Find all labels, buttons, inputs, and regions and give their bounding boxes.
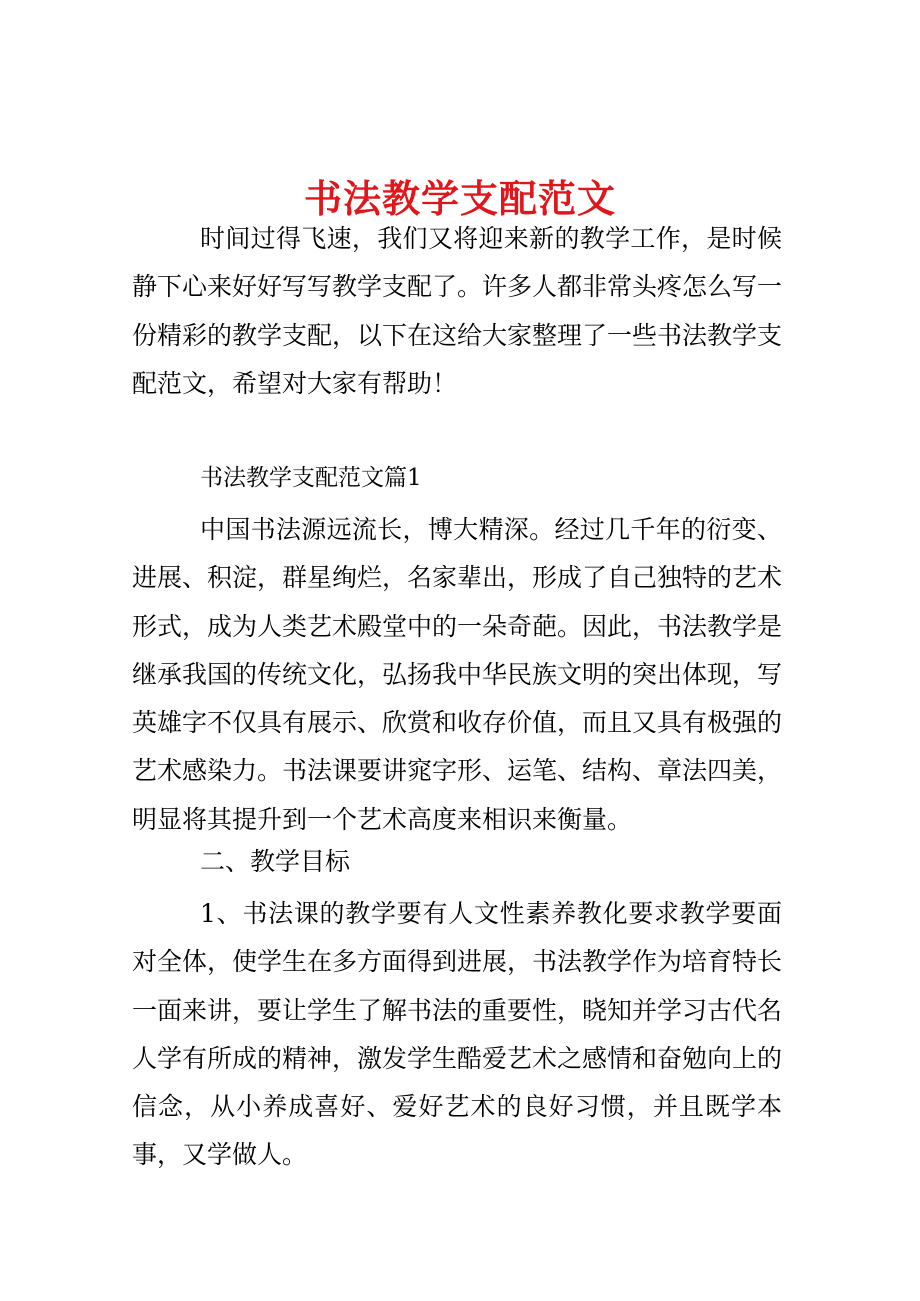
goal-paragraph-1: 1、书法课的教学要有人文性素养教化要求教学要面对全体，使学生在多方面得到进展，书法教学作为培育特长一面来讲，要让学生了解书法的重要性，晓知并学习古代名人学有所成的精神，激发学生酷爱艺术之感情和奋勉向上的信念，从小养成喜好、爱好艺术的良好习惯，并且既学本事，又学做人。: [132, 899, 783, 1170]
intro-paragraph: 时间过得飞速，我们又将迎来新的教学工作，是时候静下心来好好写写教学支配了。许多人都非常头疼怎么写一份精彩的教学支配，以下在这给大家整理了一些书法教学支配范文，希望对大家有帮助！: [132, 224, 783, 398]
document-title: 书法教学支配范文: [303, 176, 616, 222]
section1-heading: 书法教学支配范文篇1: [200, 465, 422, 491]
goal-heading: 二、教学目标: [200, 847, 351, 876]
section1-paragraph: 中国书法源远流长，博大精深。经过几千年的衍变、进展、积淀，群星绚烂，名家辈出，形成了自己独特的艺术形式，成为人类艺术殿堂中的一朵奇葩。因此，书法教学是继承我国的传统文化，弘扬我中华民族文明的突出体现，写英雄字不仅具有展示、欣赏和收存价值，而且又具有极强的艺术感染力。书法课要讲窕字形、运笔、结构、章法四美，明显将其提升到一个艺术高度来相识来衡量。: [132, 515, 783, 834]
